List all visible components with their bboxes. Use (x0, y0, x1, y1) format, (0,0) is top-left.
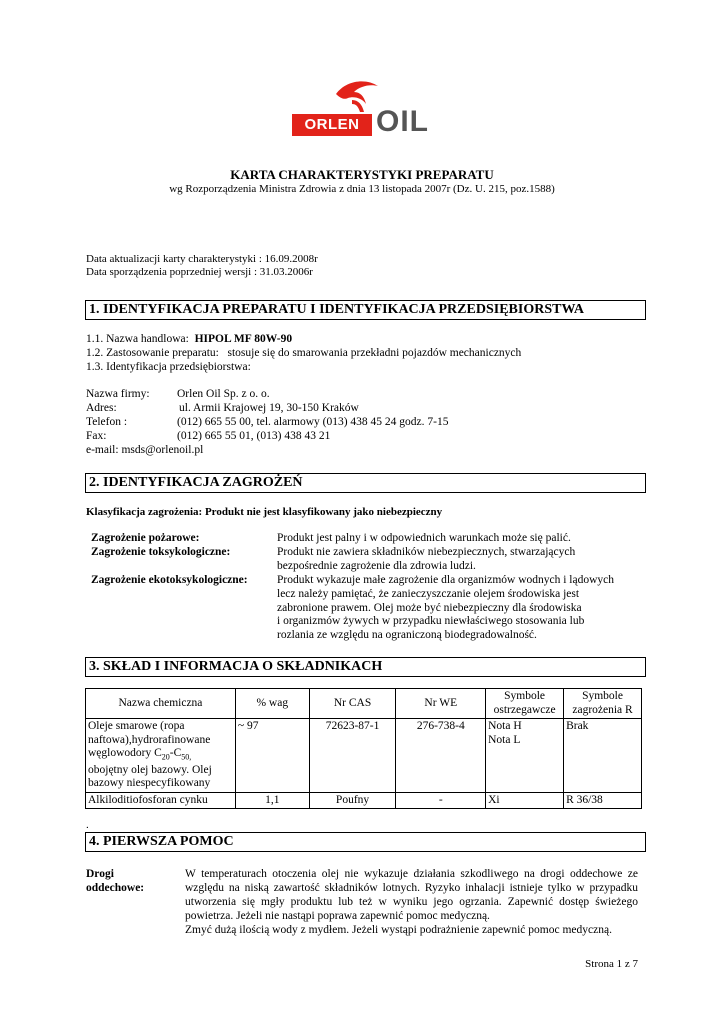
hazard-line: rozlania ze względu na ograniczoną biodegradowalność. (277, 629, 537, 642)
hazard-label-fire: Zagrożenie pożarowe: (91, 532, 200, 544)
hazard-line: zabronione prawem. Olej może być niebezpieczny dla środowiska (277, 601, 582, 614)
company-id-label: 1.3. Identyfikacja przedsiębiorstwa: (86, 361, 251, 373)
hazard-line: Produkt wykazuje małe zagrożenie dla organizmów wodnych i lądowych (277, 574, 615, 586)
logo-suffix: OIL (376, 105, 429, 138)
company-phone-value: (012) 665 55 00, tel. alarmowy (013) 438 45 24 godz. 7-15 (177, 416, 449, 428)
section-1-heading: 1. IDENTYFIKACJA PREPARATU I IDENTYFIKACJA PRZEDSIĘBIORSTWA (85, 300, 646, 320)
hazard-line: Produkt jest palny i w odpowiednich warunkach może się palić. (277, 532, 571, 544)
orlen-oil-logo (292, 78, 442, 138)
weight-cell: 1,1 (235, 792, 309, 809)
subscript: 50, (181, 752, 192, 762)
separator-dot: . (86, 819, 89, 831)
company-email: e-mail: msds@orlenoil.pl (86, 444, 204, 456)
company-name-value: Orlen Oil Sp. z o. o. (177, 388, 270, 400)
hazard-classification: Klasyfikacja zagrożenia: Produkt nie jest klasyfikowany jako niebezpieczny (86, 506, 443, 518)
chemical-name-cell (86, 719, 236, 793)
table-row (86, 792, 642, 809)
company-name-label: Nazwa firmy: (86, 388, 150, 400)
company-phone-label: Telefon : (86, 416, 128, 428)
symbol: Nota L (488, 733, 521, 746)
symbols-cell: Xi (486, 792, 564, 809)
company-fax-value: (012) 665 55 01, (013) 438 43 21 (177, 430, 331, 442)
chemical-name-cell: Alkiloditiofosforan cynku (86, 792, 236, 809)
column-header: Symbole ostrzegawcze (486, 689, 564, 719)
trade-name-row (86, 333, 292, 347)
column-header: Nazwa chemiczna (86, 689, 236, 719)
table-row (86, 719, 642, 793)
logo-brand: ORLEN (292, 114, 372, 136)
column-header: Nr WE (396, 689, 486, 719)
we-cell: - (396, 792, 486, 809)
document-subtitle: wg Rozporządzenia Ministra Zdrowia z dnia 13 listopada 2007r (Dz. U. 215, poz.1588) (169, 183, 555, 195)
first-aid-paragraph: Zmyć dużą ilością wody z mydłem. Jeżeli wystąpi podrażnienie zapewnić pomoc medyczną. (185, 924, 612, 936)
name-text: węglowodory C (88, 747, 162, 759)
trade-name-value: HIPOL MF 80W-90 (194, 333, 293, 345)
column-header: % wag (235, 689, 309, 719)
subscript: 20 (161, 752, 170, 762)
name-line: Oleje smarowe (ropa (88, 720, 185, 732)
table-header-row (86, 689, 642, 719)
hazard-line: i organizmów żywych w przypadku niewłaściwego stosowania lub (277, 615, 585, 628)
document-title: KARTA CHARAKTERYSTYKI PREPARATU (230, 167, 494, 182)
first-aid-paragraph: W temperaturach otoczenia olej nie wykazuje działania szkodliwego na drogi oddechowe ze względu na niską zawartość składników lotnych. Ryzyko inhalacji istnieje tylko w przypadku utworzenia się mgły produktu lub też w wyniku jego ogrzania. Zapewnić dostęp świeżego powietrza. Jeżeli nie nastąpi poprawa zapewnić pomoc medyczną. (185, 868, 638, 922)
name-line: obojętny olej bazowy. Olej (88, 763, 212, 776)
respiratory-text (185, 867, 638, 937)
dates-block (86, 253, 318, 279)
symbol: Nota H (488, 720, 522, 732)
cas-cell: 72623-87-1 (309, 719, 396, 793)
r-cell: R 36/38 (564, 792, 642, 809)
column-header: Nr CAS (309, 689, 396, 719)
hazard-line: bezpośrednie zagrożenie dla zdrowia ludzi. (277, 559, 476, 572)
section-4-heading: 4. PIERWSZA POMOC (85, 832, 646, 852)
use-label: 1.2. Zastosowanie preparatu: (86, 347, 219, 359)
name-line: naftowa),hydrorafinowane (88, 733, 211, 746)
hazard-label-eco: Zagrożenie ekotoksykologiczne: (91, 574, 248, 586)
section-2-heading: 2. IDENTYFIKACJA ZAGROŻEŃ (85, 473, 646, 493)
company-address-label: Adres: (86, 402, 117, 414)
we-cell: 276-738-4 (396, 719, 486, 793)
composition-table (85, 688, 642, 809)
label-line: Drogi (86, 868, 114, 880)
name-text: -C (169, 747, 182, 759)
hazard-text-toxic (277, 546, 647, 574)
company-fax-label: Fax: (86, 430, 107, 442)
hazard-label-toxic: Zagrożenie toksykologiczne: (91, 546, 231, 558)
trade-name-label: 1.1. Nazwa handlowa: (86, 333, 189, 345)
hazard-text-eco (277, 574, 647, 643)
company-address-value: ul. Armii Krajowej 19, 30-150 Kraków (179, 402, 359, 414)
cas-cell: Poufny (309, 792, 396, 809)
hazard-line: Produkt nie zawiera składników niebezpiecznych, stwarzających (277, 546, 576, 558)
section-3-heading: 3. SKŁAD I INFORMACJA O SKŁADNIKACH (85, 657, 646, 677)
use-row (86, 347, 521, 361)
column-header: Symbole zagrożenia R (564, 689, 642, 719)
previous-date: Data sporządzenia poprzedniej wersji : 31.03.2006r (86, 266, 313, 278)
respiratory-label (86, 867, 144, 895)
eagle-icon (332, 78, 382, 114)
weight-cell: ~ 97 (235, 719, 309, 793)
r-cell: Brak (564, 719, 642, 793)
page-number: Strona 1 z 7 (585, 958, 638, 970)
hazard-line: lecz należy pamiętać, że zanieczyszczanie olejem środowiska jest (277, 587, 580, 600)
hazard-text-fire (277, 532, 647, 546)
label-line: oddechowe: (86, 882, 145, 894)
use-value: stosuje się do smarowania przekładni pojazdów mechanicznych (227, 347, 522, 359)
update-date: Data aktualizacji karty charakterystyki : 16.09.2008r (86, 253, 318, 265)
name-line (88, 747, 233, 764)
name-line: bazowy niespecyfikowany (88, 777, 211, 790)
symbols-cell (486, 719, 564, 793)
